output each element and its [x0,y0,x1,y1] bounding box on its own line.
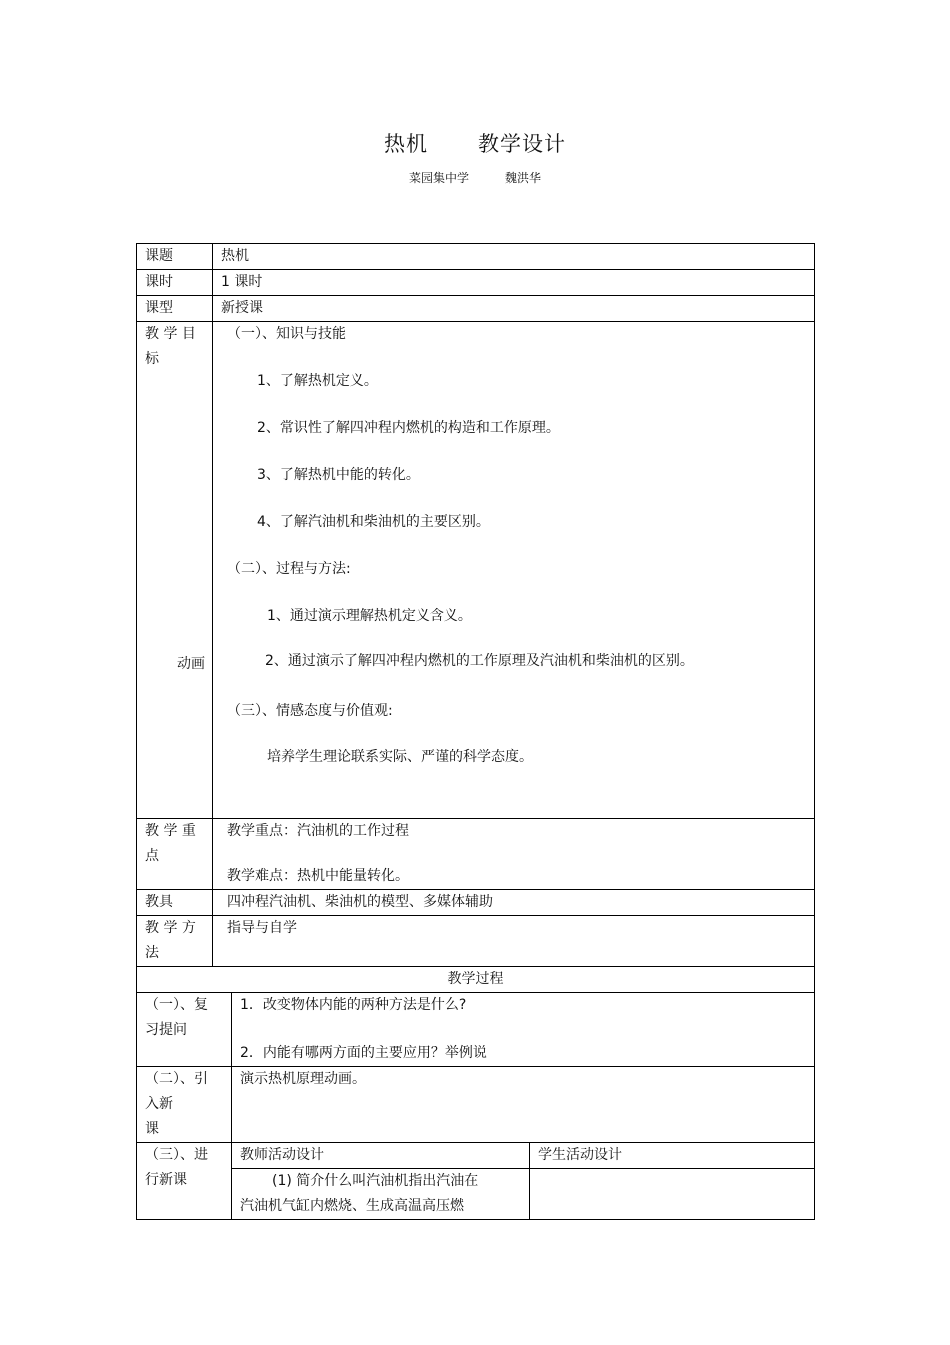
topic-value: 热机 [213,244,815,270]
student-activity-header: 学生活动设计 [530,1143,815,1169]
goals-label-line2: 标 [145,351,159,367]
goals-section-process: （二）、过程与方法: [227,561,351,577]
review-label-cell [137,993,232,1067]
new-label-line1: （三）、进 [145,1147,208,1163]
hours-label: 课时 [137,270,213,296]
goals-section-knowledge: （一）、知识与技能 [227,326,346,342]
title-kind: 教学设计 [478,132,566,156]
hours-value: 1 课时 [213,270,815,296]
new-label-line2: 行新课 [145,1172,187,1188]
row-new-content [137,1169,815,1220]
review-label-line2: 习提问 [145,1022,187,1038]
row-new-header [137,1143,815,1169]
focus-label-cell [137,819,213,890]
type-label: 课型 [137,296,213,322]
lesson-plan-table [136,243,815,1220]
focus-label-line2: 点 [145,848,159,864]
row-type [137,296,815,322]
review-question: 2．内能有哪两方面的主要应用？举例说 [240,1045,487,1061]
goal-item: 1、了解热机定义。 [257,373,378,389]
intro-label-line1: （二）、引 [145,1071,208,1087]
topic-label: 课题 [137,244,213,270]
method-label-line1: 教 学 方 [145,920,196,936]
row-process-header [137,967,815,993]
intro-value: 演示热机原理动画。 [232,1067,815,1143]
goal-item: 3、了解热机中能的转化。 [257,467,420,483]
row-goals [137,322,815,819]
new-label-cell [137,1143,232,1220]
row-hours [137,270,815,296]
method-label-line2: 法 [145,945,159,961]
row-tools [137,890,815,916]
method-value: 指导与自学 [213,916,815,967]
animation-note: 动画 [177,656,205,672]
row-topic [137,244,815,270]
goal-item: 2、通过演示了解四冲程内燃机的工作原理及汽油机和柴油机的区别。 [265,653,694,669]
goal-item: 培养学生理论联系实际、严谨的科学态度。 [267,749,533,765]
focus-difficulty: 教学难点：热机中能量转化。 [227,868,409,884]
goals-section-attitude: （三）、情感态度与价值观: [227,703,393,719]
teacher-activity [232,1169,530,1220]
row-intro [137,1067,815,1143]
teacher-activity-line2: 汽油机气缸内燃烧、生成高温高压燃 [240,1198,464,1214]
process-header: 教学过程 [137,967,815,993]
type-value: 新授课 [213,296,815,322]
review-question: 1．改变物体内能的两种方法是什么? [240,997,467,1013]
author-name: 魏洪华 [505,171,542,185]
student-activity [530,1169,815,1220]
goals-label-line1: 教 学 目 [145,326,196,342]
goal-item: 4、了解汽油机和柴油机的主要区别。 [257,514,490,530]
goals-label-cell [137,322,213,819]
tools-value: 四冲程汽油机、柴油机的模型、多媒体辅助 [213,890,815,916]
focus-key: 教学重点：汽油机的工作过程 [227,823,409,839]
document-title [0,128,950,158]
intro-label-line2: 入新 [145,1096,173,1112]
review-label-line1: （一）、复 [145,997,208,1013]
row-focus [137,819,815,890]
intro-label-cell [137,1067,232,1143]
teacher-activity-line1: (1) 简介什么叫汽油机指出汽油在 [272,1173,479,1189]
school-name: 菜园集中学 [408,171,469,185]
row-method [137,916,815,967]
title-subject: 热机 [384,132,428,156]
row-review [137,993,815,1067]
goal-item: 1、通过演示理解热机定义含义。 [267,608,472,624]
teacher-activity-header: 教师活动设计 [232,1143,530,1169]
focus-label-line1: 教 学 重 [145,823,196,839]
intro-label-line3: 课 [145,1121,159,1137]
tools-label: 教具 [137,890,213,916]
focus-content [213,819,815,890]
goals-content [213,322,815,819]
goal-item: 2、常识性了解四冲程内燃机的构造和工作原理。 [257,420,560,436]
review-content [232,993,815,1067]
byline [0,169,950,186]
method-label-cell [137,916,213,967]
